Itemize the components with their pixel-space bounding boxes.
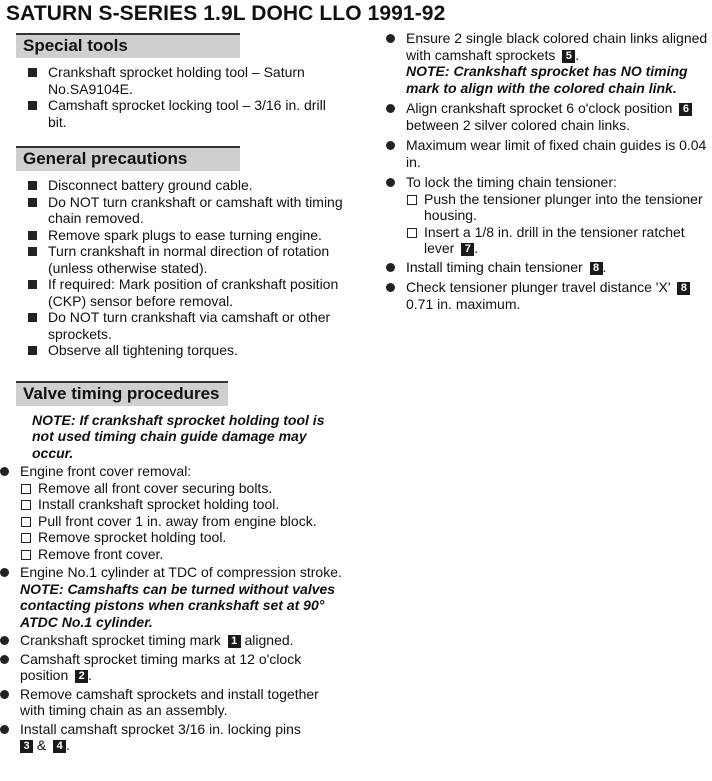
substep-text: Insert a 1/8 in. drill in the tensioner ratchet lever [424, 223, 685, 256]
valve-timing-heading: Valve timing procedures [16, 381, 228, 406]
step-text-after: aligned. [244, 632, 294, 648]
callout-number: 8 [590, 262, 603, 275]
step-item [386, 279, 708, 312]
valve-timing-steps [0, 463, 346, 754]
callout-number: 1 [228, 635, 241, 648]
list-item: Camshaft sprocket locking tool – 3/16 in. drill bit. [28, 97, 346, 130]
step-item [386, 137, 708, 170]
list-item: If required: Mark position of crankshaft position (CKP) sensor before removal. [28, 276, 346, 309]
step-item [386, 100, 708, 133]
step-item [0, 686, 346, 719]
substep-item: Install crankshaft sprocket holding tool. [20, 496, 346, 513]
substep-item [406, 224, 708, 257]
callout-number: 5 [562, 50, 575, 63]
step-text: Remove camshaft sprockets and install together with timing chain as an assembly. [20, 685, 319, 718]
substep-item: Push the tensioner plunger into the tensioner housing. [406, 191, 708, 224]
step-item [0, 564, 346, 630]
step-text-after: . [66, 737, 71, 753]
special-tools-heading: Special tools [16, 33, 240, 58]
step-text: To lock the timing chain tensioner: [406, 174, 617, 190]
step-text: Install camshaft sprocket 3/16 in. locking pins [20, 720, 301, 737]
step-note: NOTE: Crankshaft sprocket has NO timing mark to align with the colored chain link. [406, 63, 688, 96]
special-tools-list [16, 64, 346, 130]
callout-number: 4 [53, 740, 66, 753]
substep-item: Pull front cover 1 in. away from engine block. [20, 513, 346, 530]
step-item [0, 721, 346, 754]
step-text: Maximum wear limit of fixed chain guides is 0.04 in. [406, 137, 707, 170]
step-item [386, 30, 708, 96]
substep-item: Remove sprocket holding tool. [20, 529, 346, 546]
step-item [386, 259, 708, 276]
step-note: NOTE: Camshafts can be turned without valves contacting pistons when crankshaft set at 90° ATDC No.1 cylinder. [20, 580, 336, 630]
list-item: Turn crankshaft in normal direction of rotation (unless otherwise stated). [28, 243, 346, 276]
ampersand: & [36, 737, 47, 753]
step-item [0, 463, 346, 562]
step-text-after: between 2 silver colored chain links. [406, 116, 631, 133]
list-item: Disconnect battery ground cable. [28, 177, 346, 194]
step-text: Ensure 2 single black colored chain links aligned with camshaft sprockets [406, 30, 708, 63]
substep-list [406, 191, 708, 257]
step-text-after: 0.71 in. maximum. [406, 295, 521, 312]
list-item: Remove spark plugs to ease turning engine. [28, 227, 346, 244]
step-text: Crankshaft sprocket timing mark [20, 632, 221, 648]
step-text: Check tensioner plunger travel distance 'X' [406, 279, 671, 295]
substep-item: Remove all front cover securing bolts. [20, 480, 346, 497]
substep-item: Remove front cover. [20, 546, 346, 563]
step-text-after: . [575, 46, 580, 63]
step-text: Engine No.1 cylinder at TDC of compression stroke. [20, 564, 342, 580]
callout-number: 3 [20, 740, 33, 753]
step-text: Install timing chain tensioner [406, 258, 583, 275]
page-title: SATURN S-SERIES 1.9L DOHC LLO 1991-92 [6, 2, 446, 25]
step-item [386, 174, 708, 257]
callout-number: 2 [75, 670, 88, 683]
step-item [0, 632, 346, 649]
list-item: Do NOT turn crankshaft or camshaft with timing chain removed. [28, 194, 346, 227]
list-item: Do NOT turn crankshaft via camshaft or other sprockets. [28, 309, 346, 342]
substep-text-after: . [474, 240, 479, 256]
step-text-after: . [602, 258, 607, 275]
callout-number: 8 [677, 282, 690, 295]
step-text: Camshaft sprocket timing marks at 12 o'clock position [20, 650, 302, 683]
callout-number: 7 [461, 243, 474, 256]
step-text: Engine front cover removal: [20, 463, 192, 479]
list-item: Observe all tightening torques. [28, 342, 346, 359]
general-precautions-heading: General precautions [16, 146, 240, 171]
right-steps [386, 30, 708, 312]
step-text-after: . [88, 667, 93, 683]
right-column [386, 30, 708, 314]
step-text: Align crankshaft sprocket 6 o'clock position [406, 100, 673, 116]
substep-list [20, 480, 346, 563]
list-item: Crankshaft sprocket holding tool – Saturn No.SA9104E. [28, 64, 346, 97]
callout-number: 6 [679, 103, 692, 116]
valve-timing-note: NOTE: If crankshaft sprocket holding tool is not used timing chain guide damage may occur. [32, 411, 325, 461]
step-item [0, 651, 346, 684]
left-column [16, 33, 346, 756]
general-precautions-list [16, 177, 346, 359]
